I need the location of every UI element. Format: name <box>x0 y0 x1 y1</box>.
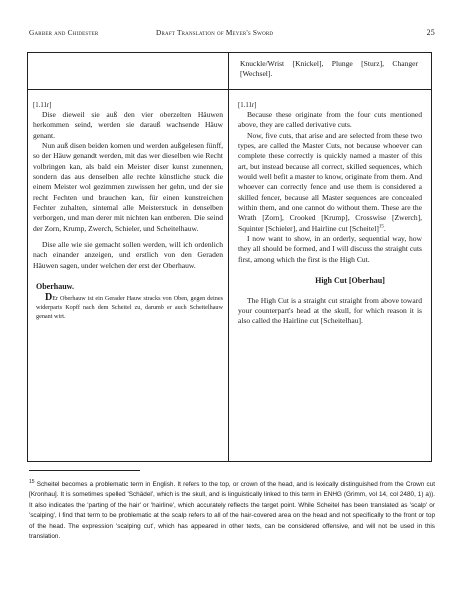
carryover-cell <box>240 59 418 80</box>
german-section-heading: Oberhauw. <box>36 282 75 292</box>
footnote-rule <box>29 470 140 471</box>
drop-cap: D <box>45 291 53 303</box>
english-paragraph-1: Because these originate from the four cuts mentioned above, they are called derivative cuts. <box>238 110 422 130</box>
german-column <box>33 101 223 322</box>
footnote <box>29 480 435 542</box>
folio-reference-right: [1.11r] <box>238 102 257 109</box>
footnote-reference: 15 <box>378 224 384 230</box>
running-header-authors: Garber and Chidester <box>29 28 99 37</box>
english-column <box>238 101 422 327</box>
english-paragraph-4: The High Cut is a straight cut straight from above toward your counterpart's head at the skull, for which reason it is also called the Hairline cut [Scheitelhau]. <box>238 295 422 326</box>
page-number: 25 <box>426 28 435 37</box>
translation-table <box>27 52 432 462</box>
german-paragraph-3: Dise alle wie sie gemacht sollen werden, will ich ordenlich nach einander anzeigen, und erstlich von den Geraden Häuwen sagen, under welchen der erst der Oberhauw. <box>33 240 223 270</box>
german-paragraph-2: Nun auß disen beiden komen und werden außgelesen fünff, so der Häuw genandt werden, mit das wer dieselben wie Recht volbringen kan, als bald ein Meister diser kunst zunennen, sondern das aus denselben alle rechte künstliche stuck die einem Meister wol gezimmen zuwissen her gehn, und der sie recht Fechten und brauchen kan, für einen kunstreichen Fechter zuhalten, sintemal alle Meisterstuck in denselben verborgen, und man derer mit nichten kan entberen. Die seind der Zorn, Krump, Zwerch, Schieler, und Scheitelhauw. <box>33 141 223 233</box>
english-section-heading: High Cut [Oberhau] <box>315 276 385 286</box>
english-paragraph-2-end: . <box>383 223 386 233</box>
folio-reference-left: [1.11r] <box>33 102 52 109</box>
footnote-marker: 15 <box>29 478 35 485</box>
english-paragraph-3: I now want to show, in an orderly, sequential way, how they all should be formed, and I will discuss the straight cuts first, among which the first is the High Cut. <box>238 234 422 264</box>
footnote-text: Scheitel becomes a problematic term in English. It refers to the top, or crown of the head, and is lexically distinguished from the Crown cut [Kronhau]. It is sometimes spelled 'Schädel', which is the skull, and is linguistically linked to this term in ENHG (Grimm, vol 14, col 2480, 1) a)). It also indicates the 'parting of the hair' or 'hairline', which accurately reflects the target point. While Scheitel has been translated as 'scalp' or 'scalping', I find that term to be problematic at the scalp refers to all of the hair-covered area on the head and not specifically to the front or top of the head. The expression 'scalping cut', which has appeared in other texts, can be considered offensive, and will not be used in this translation. <box>29 481 435 541</box>
carryover-text: Knuckle/Wrist [Knickel], Plunge [Sturz], Changer [Wechsel]. <box>240 59 418 79</box>
german-small-paragraph <box>33 293 223 322</box>
running-header-title: Draft Translation of Meyer's Sword <box>156 28 274 37</box>
table-row-divider <box>28 89 431 90</box>
german-small-text: Er Oberhauw ist ein Gerader Hauw stracks von Oben, gegen deines widerparts Kopff nach dem Scheitel zu, darumb er auch Scheitelhauw genant wirt. <box>36 294 223 321</box>
table-column-divider <box>228 53 229 461</box>
german-paragraph-1: Dise dieweil sie auß den vier oberzelten Häuwen herkommen seind, werden sie darauß wachsende Häuw genant. <box>33 110 223 140</box>
english-paragraph-2 <box>238 131 422 234</box>
english-paragraph-2-text: Now, five cuts, that arise and are selected from these two types, are called the Master Cuts, not because whoever can complete these correctly is quickly named a master of this art, but instead because all correct, skilled sequences, which would well befit a master to know, originate from them. And whoever can correctly fence and use them is considered a skilled fencer, because all Master sequences are concealed within them, and one cannot do without them. These are the Wrath [Zorn], Crooked [Krump], Crosswise [Zwerch], Squinter [Schieler], and Hairline cut [Scheitel] <box>238 130 422 233</box>
